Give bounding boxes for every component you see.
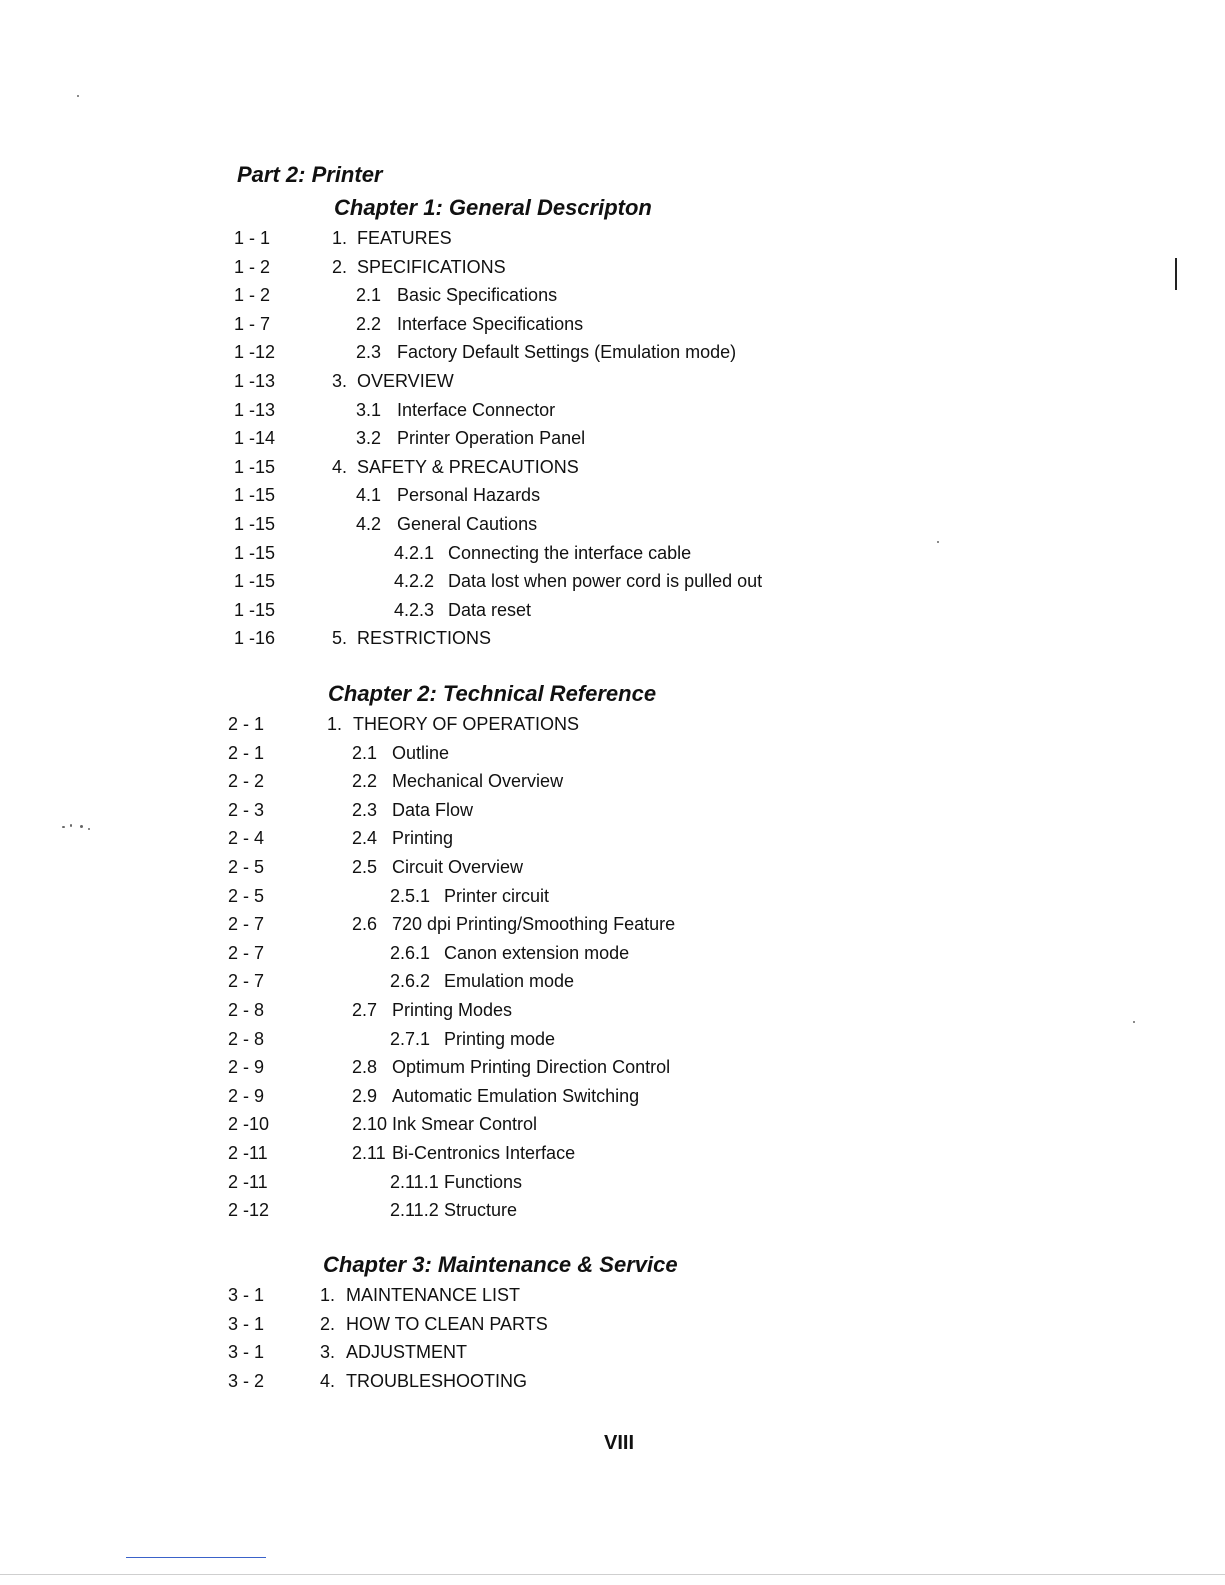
section-number: 3. xyxy=(320,1342,336,1363)
toc-entry xyxy=(0,853,1225,882)
section-title: Printing xyxy=(392,828,454,849)
toc-entry xyxy=(0,367,1225,396)
margin-mark xyxy=(1175,258,1177,290)
toc-entry xyxy=(0,710,1225,739)
section-number: 2.7.1 xyxy=(390,1028,431,1049)
section-number: 2.2 xyxy=(352,771,378,792)
section-title: Printer Operation Panel xyxy=(397,428,586,449)
page-number: 3 - 2 xyxy=(228,1370,265,1391)
section-number: 2. xyxy=(320,1313,336,1334)
section-number: 2.6.1 xyxy=(390,942,431,963)
section-number: 3.1 xyxy=(356,399,382,420)
section-title: Connecting the interface cable xyxy=(448,542,692,563)
toc-entry xyxy=(0,224,1225,253)
section-title: Factory Default Settings (Emulation mode) xyxy=(397,342,737,363)
chapter-title: Chapter 2: Technical Reference xyxy=(328,681,657,706)
section-number: 2.5 xyxy=(352,856,378,877)
page-number: 1 - 7 xyxy=(234,313,271,334)
section-title: Automatic Emulation Switching xyxy=(392,1085,640,1106)
section-number: 2.3 xyxy=(356,342,382,363)
section-number: 2.1 xyxy=(352,742,378,763)
section-number: 4.2.2 xyxy=(394,571,435,592)
section-title: Printer circuit xyxy=(444,885,550,906)
section-title: Emulation mode xyxy=(444,971,575,992)
section-title: Bi-Centronics Interface xyxy=(392,1142,576,1163)
chapter-3-section xyxy=(0,1251,1225,1395)
toc-entry xyxy=(0,1110,1225,1139)
section-number: 2.3 xyxy=(352,799,378,820)
section-number: 4.2.1 xyxy=(394,542,435,563)
section-title: Ink Smear Control xyxy=(392,1114,538,1135)
footer-link-underline xyxy=(126,1557,266,1558)
section-title: Structure xyxy=(444,1200,518,1221)
section-title: Canon extension mode xyxy=(444,942,630,963)
page-number: 2 - 7 xyxy=(228,971,265,992)
section-title: SAFETY & PRECAUTIONS xyxy=(357,456,579,477)
scan-speck xyxy=(1133,1021,1135,1023)
section-number: 4. xyxy=(332,456,348,477)
toc-entry xyxy=(0,996,1225,1025)
section-title: Data reset xyxy=(448,599,532,620)
chapter-1-section xyxy=(0,194,1225,653)
section-number: 4.2.3 xyxy=(394,599,435,620)
page-number: 2 - 4 xyxy=(228,828,265,849)
page-number: 3 - 1 xyxy=(228,1285,265,1305)
toc-entry xyxy=(0,567,1225,596)
toc-entry xyxy=(0,310,1225,339)
toc-entry xyxy=(0,739,1225,768)
page-folio: VIII xyxy=(604,1432,635,1454)
toc-entry xyxy=(0,481,1225,510)
page-number: 2 -11 xyxy=(228,1171,268,1192)
toc-entry xyxy=(0,396,1225,425)
page-number: 3 - 1 xyxy=(228,1313,265,1334)
scan-speck xyxy=(937,541,939,543)
page-number: 1 -15 xyxy=(234,485,276,506)
section-number: 2.7 xyxy=(352,999,378,1020)
toc-entry xyxy=(0,596,1225,625)
section-number: 2.1 xyxy=(356,285,382,306)
page-number: 1 -16 xyxy=(234,628,276,649)
toc-entry xyxy=(0,453,1225,482)
page-number: 1 -13 xyxy=(234,399,276,420)
section-title: SPECIFICATIONS xyxy=(357,256,506,277)
toc-entry xyxy=(0,253,1225,282)
section-number: 3. xyxy=(332,370,348,391)
page-number: 2 - 7 xyxy=(228,942,265,963)
section-number: 2.10 xyxy=(352,1114,388,1135)
section-title: General Cautions xyxy=(397,513,538,534)
page-number: 2 - 9 xyxy=(228,1085,265,1106)
section-title: Data Flow xyxy=(392,799,474,820)
scan-speck xyxy=(62,826,65,828)
page-number: 2 -10 xyxy=(228,1114,270,1135)
section-title: Mechanical Overview xyxy=(392,771,564,792)
page-number: 2 - 5 xyxy=(228,856,265,877)
page-number: 1 -13 xyxy=(234,370,276,391)
page-number: 3 - 1 xyxy=(228,1342,265,1363)
section-title: FEATURES xyxy=(357,228,452,248)
toc-entry xyxy=(0,281,1225,310)
toc-entry xyxy=(0,882,1225,911)
page-number: 2 - 3 xyxy=(228,799,265,820)
toc-entry xyxy=(0,1281,1225,1310)
page-number: 1 - 1 xyxy=(234,228,271,248)
toc-entry xyxy=(0,910,1225,939)
footer-rule xyxy=(0,1574,1225,1575)
section-title: Interface Connector xyxy=(397,399,556,420)
section-title: Personal Hazards xyxy=(397,485,541,506)
toc-entry xyxy=(0,1053,1225,1082)
section-title: Optimum Printing Direction Control xyxy=(392,1057,671,1078)
section-number: 4.2 xyxy=(356,513,382,534)
section-title: Basic Specifications xyxy=(397,285,558,306)
page-number: 1 -15 xyxy=(234,513,276,534)
page-number: 1 -15 xyxy=(234,456,276,477)
section-number: 5. xyxy=(332,628,348,649)
scan-speck xyxy=(77,95,79,97)
section-number: 2.2 xyxy=(356,313,382,334)
section-title: Functions xyxy=(444,1171,523,1192)
section-number: 2.5.1 xyxy=(390,885,431,906)
toc-entry xyxy=(0,424,1225,453)
toc-entry xyxy=(0,624,1225,653)
section-title: MAINTENANCE LIST xyxy=(346,1285,521,1305)
toc-entry xyxy=(0,824,1225,853)
part-title: Part 2: Printer xyxy=(237,162,383,187)
section-number: 4.1 xyxy=(356,485,382,506)
toc-entry xyxy=(0,510,1225,539)
section-title: 720 dpi Printing/Smoothing Feature xyxy=(392,914,676,935)
section-number: 1. xyxy=(320,1285,336,1305)
section-number: 2.11.2 xyxy=(390,1200,439,1221)
section-title: Circuit Overview xyxy=(392,856,524,877)
chapter-title: Chapter 3: Maintenance & Service xyxy=(323,1252,678,1277)
page-number: 1 - 2 xyxy=(234,285,271,306)
page-number: 1 -15 xyxy=(234,599,276,620)
page-number: 1 -14 xyxy=(234,428,276,449)
toc-entry xyxy=(0,1168,1225,1197)
section-number: 2.6 xyxy=(352,914,378,935)
section-number: 2.4 xyxy=(352,828,378,849)
section-title: Printing Modes xyxy=(392,999,513,1020)
page-number: 2 - 7 xyxy=(228,914,265,935)
section-number: 4. xyxy=(320,1370,336,1391)
page-number: 2 - 9 xyxy=(228,1057,265,1078)
section-title: Outline xyxy=(392,742,450,763)
section-number: 2. xyxy=(332,256,348,277)
toc-entry xyxy=(0,1196,1225,1225)
page-number: 2 - 2 xyxy=(228,771,265,792)
toc-entry xyxy=(0,338,1225,367)
section-title: TROUBLESHOOTING xyxy=(346,1370,528,1391)
toc-entry xyxy=(0,1139,1225,1168)
page-number: 2 -11 xyxy=(228,1142,268,1163)
section-title: Interface Specifications xyxy=(397,313,584,334)
scan-speck xyxy=(80,825,83,828)
page-number: 2 - 5 xyxy=(228,885,265,906)
section-number: 2.11 xyxy=(352,1142,386,1163)
section-title: OVERVIEW xyxy=(357,370,454,391)
section-number: 3.2 xyxy=(356,428,382,449)
chapter-title: Chapter 1: General Descripton xyxy=(334,195,652,220)
toc-entry xyxy=(0,1310,1225,1339)
section-number: 1. xyxy=(332,228,348,248)
page-number: 1 -12 xyxy=(234,342,276,363)
section-number: 2.9 xyxy=(352,1085,378,1106)
toc-entry xyxy=(0,767,1225,796)
scan-speck xyxy=(70,824,72,827)
chapter-entries xyxy=(0,224,1225,653)
section-title: Data lost when power cord is pulled out xyxy=(448,571,763,592)
toc-entry xyxy=(0,1367,1225,1396)
page-number: 2 - 1 xyxy=(228,742,265,763)
toc-entry xyxy=(0,967,1225,996)
scan-speck xyxy=(88,828,90,830)
page-number: 1 -15 xyxy=(234,542,276,563)
chapter-entries xyxy=(0,710,1225,1225)
chapter-2-section xyxy=(0,680,1225,1225)
section-title: ADJUSTMENT xyxy=(346,1342,467,1363)
section-number: 2.8 xyxy=(352,1057,378,1078)
section-title: HOW TO CLEAN PARTS xyxy=(346,1313,548,1334)
section-number: 2.6.2 xyxy=(390,971,431,992)
toc-entry xyxy=(0,1082,1225,1111)
section-title: THEORY OF OPERATIONS xyxy=(353,714,580,734)
toc-entry xyxy=(0,539,1225,568)
section-title: Printing mode xyxy=(444,1028,556,1049)
page-number: 2 - 1 xyxy=(228,714,265,734)
section-number: 2.11.1 xyxy=(390,1171,439,1192)
toc-entry xyxy=(0,796,1225,825)
page-number: 1 - 2 xyxy=(234,256,271,277)
toc-entry xyxy=(0,939,1225,968)
toc-entry xyxy=(0,1025,1225,1054)
page-number: 2 - 8 xyxy=(228,999,265,1020)
section-number: 1. xyxy=(327,714,343,734)
toc-entry xyxy=(0,1338,1225,1367)
page-number: 1 -15 xyxy=(234,571,276,592)
page-number: 2 -12 xyxy=(228,1200,270,1221)
page-number: 2 - 8 xyxy=(228,1028,265,1049)
chapter-entries xyxy=(0,1281,1225,1395)
section-title: RESTRICTIONS xyxy=(357,628,492,649)
